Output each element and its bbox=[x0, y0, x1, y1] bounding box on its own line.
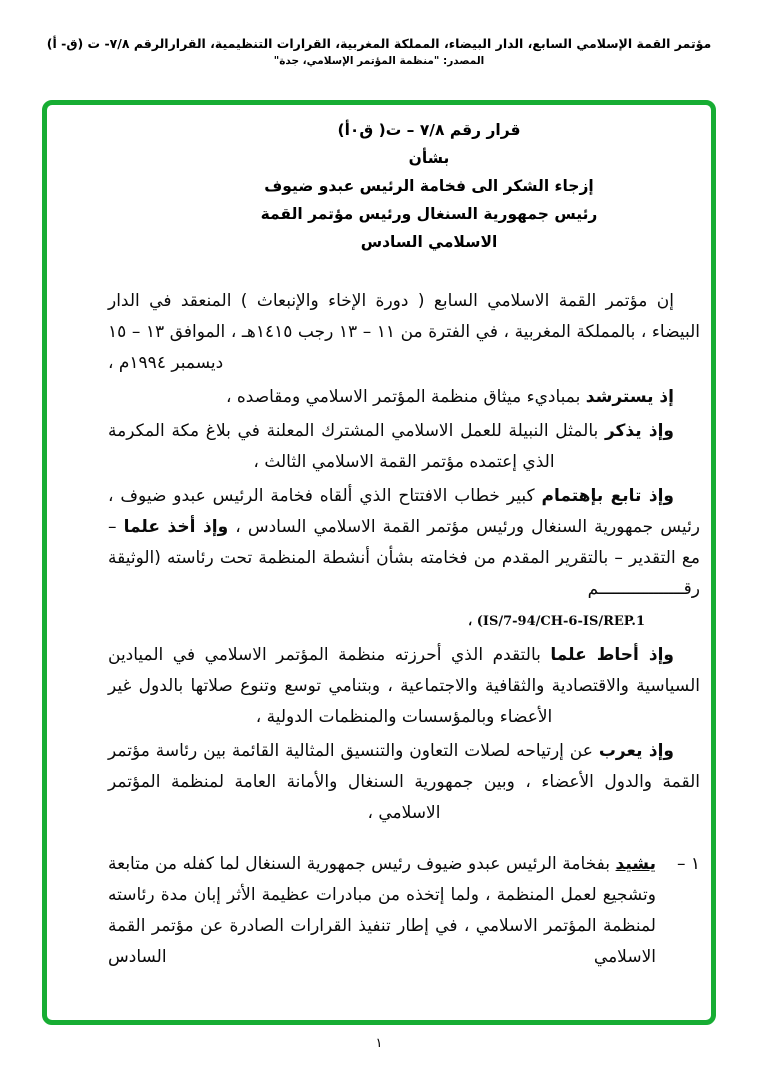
resolution-subject-line1: إزجاء الشكر الى فخامة الرئيس عبدو ضيوف bbox=[264, 177, 594, 195]
paragraph-took-note bbox=[108, 640, 700, 733]
paragraph-took-note-text: بالتقدم الذي أحرزته منظمة المؤتمر الاسلامي في الميادين السياسية والاقتصادية والثقافية والاجتماعية ، وبتنامي توسع وتنوع صلاتها بالدول غير الأعضاء وبالمؤسسات والمنظمات الدولية ، bbox=[108, 645, 700, 727]
paragraph-followed-text2: – مع التقدير – بالتقرير المقدم من فخامته بشأن أنشطة المنظمة تحت رئاسته (الوثيقة رقـــــــــــــــــم bbox=[108, 517, 700, 599]
paragraph-followed-lead: وإذ تابع بإهتمام bbox=[541, 486, 674, 506]
resolution-number-line: قرار رقم ٧/٨ – ت( ق٠أ) bbox=[337, 121, 521, 139]
paragraph-recalling-lead: وإذ يذكر bbox=[604, 421, 675, 441]
operative-item-1 bbox=[108, 849, 700, 973]
paragraph-recalling bbox=[108, 416, 700, 478]
resolution-subject-label: بشأن bbox=[408, 149, 450, 167]
item-1-lead: يشيد bbox=[615, 854, 656, 874]
item-1-paragraph bbox=[108, 849, 656, 973]
decision-content bbox=[108, 116, 700, 976]
paragraph-expresses-lead: وإذ يعرب bbox=[598, 741, 674, 761]
paragraph-noted-lead: وإذ أخذ علما bbox=[123, 517, 229, 537]
header-source-line: المصدر: "منظمة المؤتمر الإسلامي، جدة" bbox=[273, 55, 485, 67]
preamble-text: إن مؤتمر القمة الاسلامي السابع ( دورة الإخاء والإنبعاث ) المنعقد في الدار البيضاء ، بالمملكة المغربية ، في الفترة من ١١ – ١٣ رجب ١٤١٥هـ ، الموافق ١٣ – ١٥ ديسمبر ١٩٩٤م ، bbox=[108, 291, 700, 373]
resolution-subject-line2: رئيس جمهورية السنغال ورئيس مؤتمر القمة bbox=[260, 205, 598, 223]
paragraph-guided-text: بمباديء ميثاق منظمة المؤتمر الاسلامي ومقاصده ، bbox=[225, 387, 586, 407]
document-reference-line bbox=[108, 608, 700, 634]
paragraph-followed bbox=[108, 481, 700, 605]
paragraph-followed-text1: كبير خطاب الافتتاح الذي ألقاه فخامة الرئيس عبدو ضيوف ، رئيس جمهورية السنغال ورئيس مؤتمر القمة الاسلامي السادس ، bbox=[108, 486, 701, 537]
resolution-subject-line3: الاسلامي السادس bbox=[360, 233, 498, 251]
document-reference-code: ، (IS/7-94/CH-6-IS/REP.1 bbox=[468, 614, 645, 629]
paragraph-took-note-lead: وإذ أحاط علما bbox=[550, 645, 674, 665]
header-conference-line: مؤتمر القمة الإسلامي السابع، الدار البيضاء، المملكة المغربية، القرارات التنظيمية، القرارالرقم ٧/٨- ت (ق- أ) bbox=[46, 36, 712, 51]
paragraph-recalling-text: بالمثل النبيلة للعمل الاسلامي المشترك المعلنة في بلاغ مكة المكرمة الذي إعتمده مؤتمر القمة الاسلامي الثالث ، bbox=[108, 421, 605, 472]
resolution-title bbox=[158, 116, 700, 256]
item-1-text: بفخامة الرئيس عبدو ضيوف رئيس جمهورية السنغال لما كفله من متابعة وتشجيع لعمل المنظمة ، ولما إتخذه من مبادرات عظيمة الأثر إبان مدة رئاسته لمنظمة المؤتمر الاسلامي ، في إطار تنفيذ القرارات الصادرة عن مؤتمر القمة الاسلامي السادس bbox=[108, 854, 656, 967]
paragraph-preamble bbox=[108, 286, 700, 379]
page-number: ١ bbox=[375, 1036, 383, 1051]
paragraph-expresses bbox=[108, 736, 700, 829]
paragraph-expresses-text: عن إرتياحه لصلات التعاون والتنسيق المثالية القائمة بين رئاسة مؤتمر القمة والدول الأعضاء ، وبين جمهورية السنغال والأمانة العامة لمنظمة المؤتمر الاسلامي ، bbox=[108, 741, 700, 823]
item-1-number: ١ – bbox=[676, 854, 700, 874]
paragraph-guided bbox=[108, 382, 700, 413]
paragraph-guided-lead: إذ يسترشد bbox=[585, 387, 674, 407]
document-header bbox=[0, 36, 758, 67]
